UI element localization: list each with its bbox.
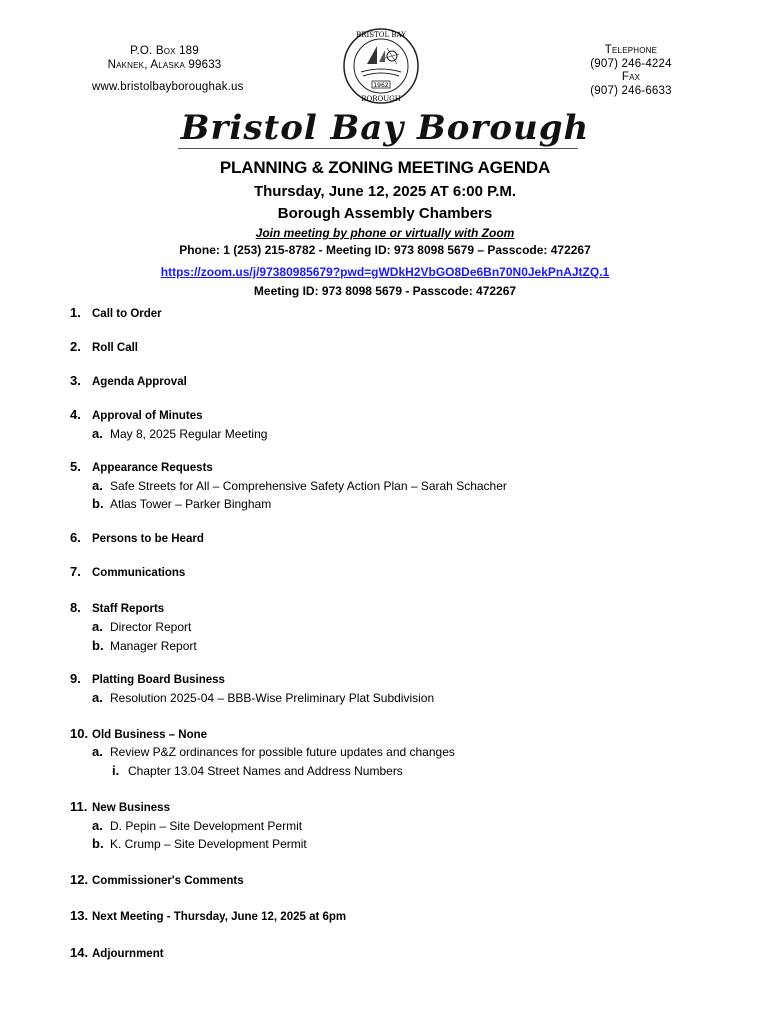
agenda-item — [70, 564, 185, 579]
item-number: 3. — [70, 373, 81, 388]
agenda-subitem — [92, 638, 197, 653]
meeting-place: Borough Assembly Chambers — [277, 205, 493, 222]
zoom-link[interactable]: https://zoom.us/j/97380985679?pwd=gWDkH2VbGO8De6Bn70N0JekPnAJtZQ.1 — [160, 265, 610, 279]
item-number: 7. — [70, 564, 81, 579]
agenda-item — [70, 407, 203, 422]
wordmark-underline — [178, 148, 578, 149]
agenda-item — [70, 305, 162, 320]
item-label: Next Meeting - Thursday, June 12, 2025 at 6pm — [92, 911, 347, 923]
agenda-subitem — [92, 836, 307, 851]
phone-info: Phone: 1 (253) 215-8782 - Meeting ID: 973 8098 5679 – Passcode: 472267 — [179, 243, 591, 257]
subsubitem-text: Chapter 13.04 Street Names and Address Numbers — [128, 764, 403, 778]
agenda-subitem — [92, 496, 271, 511]
agenda-subsubitem — [112, 763, 403, 778]
seal-top-text: BRISTOL BAY — [356, 31, 406, 39]
subitem-letter: a. — [92, 744, 103, 759]
agenda-item — [70, 373, 187, 388]
subitem-letter: a. — [92, 426, 103, 441]
agenda-item — [70, 945, 164, 960]
item-label: New Business — [92, 802, 170, 814]
item-number: 12. — [70, 872, 89, 887]
city-line: Naknek, Alaska 99633 — [107, 59, 222, 71]
item-label: Old Business – None — [92, 729, 208, 741]
item-number: 9. — [70, 671, 81, 686]
item-number: 13. — [70, 908, 89, 923]
subitem-letter: a. — [92, 690, 103, 705]
agenda-subitem — [92, 818, 302, 833]
meeting-id-info: Meeting ID: 973 8098 5679 - Passcode: 472267 — [253, 284, 517, 298]
agenda-item — [70, 459, 213, 474]
subitem-text: Manager Report — [110, 639, 197, 653]
item-label: Platting Board Business — [92, 674, 225, 686]
subitem-letter: a. — [92, 619, 103, 634]
item-label: Staff Reports — [92, 603, 165, 615]
subitem-text: K. Crump – Site Development Permit — [110, 837, 307, 851]
agenda-subitem — [92, 744, 455, 759]
borough-address — [92, 44, 244, 94]
subitem-text: D. Pepin – Site Development Permit — [110, 819, 303, 833]
item-number: 2. — [70, 339, 81, 354]
item-number: 10. — [70, 726, 89, 741]
agenda-subitem — [92, 690, 434, 705]
subsubitem-numeral: i. — [112, 763, 120, 778]
contact-numbers — [577, 44, 685, 98]
meeting-date: Thursday, June 12, 2025 AT 6:00 P.M. — [253, 183, 517, 200]
item-number: 11. — [70, 799, 88, 814]
item-label: Appearance Requests — [92, 462, 213, 474]
subitem-letter: a. — [92, 818, 103, 833]
agenda-item — [70, 726, 207, 741]
item-number: 14. — [70, 945, 89, 960]
subitem-text: Safe Streets for All – Comprehensive Safety Action Plan – Sarah Schacher — [110, 479, 507, 493]
item-number: 4. — [70, 407, 81, 422]
item-label: Call to Order — [92, 308, 162, 320]
agenda-item — [70, 530, 204, 545]
seal-year: 1962 — [373, 82, 389, 89]
subitem-text: Director Report — [110, 620, 192, 634]
agenda-subitem — [92, 426, 267, 441]
subitem-letter: b. — [92, 638, 104, 653]
agenda-item — [70, 908, 346, 923]
telephone-label: Telephone — [604, 44, 658, 56]
po-box: P.O. Box 189 — [130, 45, 199, 57]
item-label: Agenda Approval — [92, 376, 187, 388]
agenda-subitem — [92, 478, 507, 493]
item-number: 1. — [70, 305, 81, 320]
agenda-item — [70, 339, 138, 354]
item-label: Approval of Minutes — [92, 410, 203, 422]
subitem-text: Review P&Z ordinances for possible future updates and changes — [110, 745, 455, 759]
item-number: 6. — [70, 530, 81, 545]
subitem-letter: b. — [92, 836, 104, 851]
subitem-text: Atlas Tower – Parker Bingham — [110, 497, 272, 511]
seal-bottom-text: BOROUGH — [361, 95, 401, 103]
subitem-text: May 8, 2025 Regular Meeting — [110, 427, 268, 441]
item-label: Commissioner's Comments — [92, 875, 244, 887]
borough-seal — [337, 26, 425, 106]
agenda-item — [70, 799, 170, 814]
subitem-text: Resolution 2025-04 – BBB-Wise Preliminary Plat Subdivision — [110, 691, 435, 705]
page-title: PLANNING & ZONING MEETING AGENDA — [219, 158, 551, 177]
subitem-letter: a. — [92, 478, 103, 493]
telephone-number: (907) 246-4224 — [590, 57, 672, 70]
fax-number: (907) 246-6633 — [590, 84, 672, 97]
item-number: 8. — [70, 600, 81, 615]
item-label: Roll Call — [92, 342, 139, 354]
website-link[interactable]: www.bristolbayboroughak.us — [92, 81, 244, 93]
join-instructions: Join meeting by phone or virtually with Zoom — [255, 226, 515, 240]
subitem-letter: b. — [92, 496, 104, 511]
item-label: Adjournment — [92, 948, 164, 960]
agenda-subitem — [92, 619, 191, 634]
agenda-item — [70, 872, 244, 887]
fax-label: Fax — [621, 71, 641, 83]
agenda-item — [70, 600, 164, 615]
agenda-item — [70, 671, 225, 686]
item-number: 5. — [70, 459, 81, 474]
item-label: Communications — [92, 567, 186, 579]
borough-wordmark: Bristol Bay Borough — [180, 108, 590, 148]
item-label: Persons to be Heard — [92, 533, 204, 545]
